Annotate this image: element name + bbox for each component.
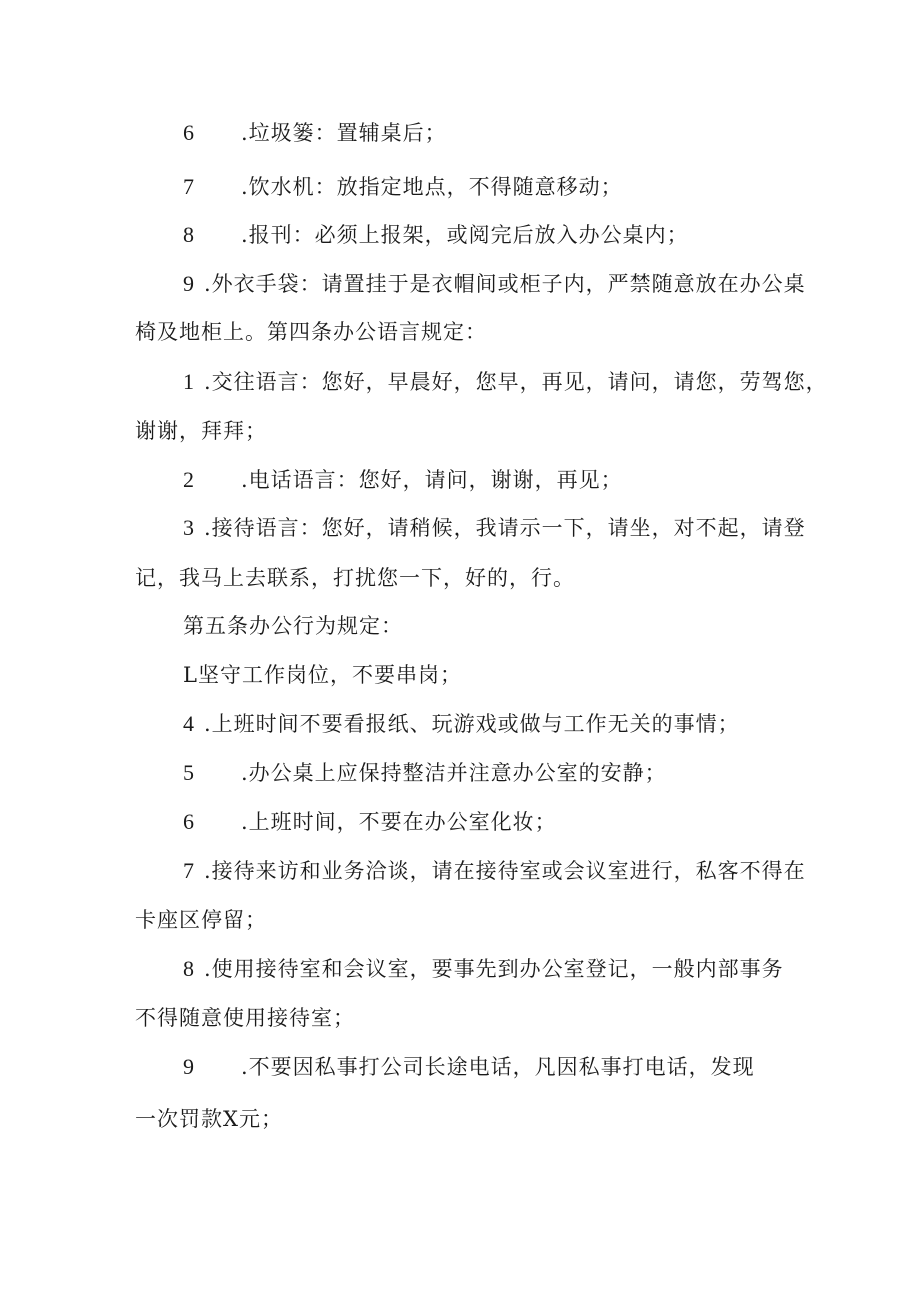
section-heading-article-5 (183, 613, 403, 639)
item-text: .使用接待室和会议室，要事先到办公室登记，一般内部事务 (204, 957, 784, 981)
item-text: .交往语言：您好，早晨好，您早，再见，请问，请您，劳驾您， (204, 370, 828, 394)
item-5-tidy-desk (183, 760, 667, 786)
item-7-visitors (183, 858, 806, 884)
item-number: 8 (183, 956, 195, 981)
item-text: .接待语言：您好，请稍候，我请示一下，请坐，对不起，请登 (204, 516, 806, 540)
item-number: 5 (183, 760, 195, 785)
item-l-stay-at-post (183, 662, 462, 688)
section-heading-text: 第五条办公行为规定： (183, 614, 403, 638)
item-text: .办公桌上应保持整洁并注意办公室的安静； (241, 761, 667, 785)
paragraph-continuation (135, 1005, 355, 1031)
paragraph-text: 不得随意使用接待室； (135, 1006, 355, 1030)
paragraph-continuation (135, 1106, 283, 1132)
item-text: .电话语言：您好，请问，谢谢，再见； (241, 468, 623, 492)
paragraph-text: 谢谢，拜拜； (135, 419, 267, 443)
item-number: 1 (183, 369, 195, 394)
item-text: .上班时间不要看报纸、玩游戏或做与工作无关的事情； (204, 712, 740, 736)
item-6-trash-bin (183, 120, 447, 146)
paragraph-continuation (135, 418, 267, 444)
item-text: .不要因私事打公司长途电话，凡因私事打电话，发现 (241, 1055, 755, 1079)
item-text: .垃圾篓：置辅桌后； (241, 121, 447, 145)
item-8-meeting-rooms (183, 956, 784, 982)
item-3-reception-language (183, 515, 806, 541)
item-9-private-calls (183, 1054, 755, 1080)
item-number: 8 (183, 222, 195, 247)
item-number: 9 (183, 1054, 195, 1079)
item-8-newspapers (183, 222, 689, 248)
item-1-social-language (183, 369, 828, 395)
item-text: .接待来访和业务洽谈，请在接待室或会议室进行，私客不得在 (204, 859, 806, 883)
paragraph-text: 一次罚款X元； (135, 1107, 283, 1131)
item-9-coats-bags (183, 271, 806, 297)
item-6-no-makeup (183, 809, 557, 835)
item-7-water-dispenser (183, 174, 623, 200)
item-4-work-hours (183, 711, 740, 737)
paragraph-text: 记，我马上去联系，打扰您一下，好的，行。 (135, 566, 575, 590)
item-text: .外衣手袋：请置挂于是衣帽间或柜子内，严禁随意放在办公桌 (204, 272, 806, 296)
item-text: .报刊：必须上报架，或阅完后放入办公桌内； (241, 223, 689, 247)
item-number: 6 (183, 120, 195, 145)
paragraph-continuation (135, 319, 487, 345)
paragraph-text: 椅及地柜上。第四条办公语言规定： (135, 320, 487, 344)
paragraph-continuation (135, 565, 575, 591)
item-text: L坚守工作岗位，不要串岗； (183, 663, 462, 687)
item-text: .上班时间，不要在办公室化妆； (241, 810, 557, 834)
item-number: 6 (183, 809, 195, 834)
paragraph-continuation (135, 907, 267, 933)
item-number: 7 (183, 174, 195, 199)
item-number: 3 (183, 515, 195, 540)
paragraph-text: 卡座区停留； (135, 908, 267, 932)
item-number: 4 (183, 711, 195, 736)
item-2-phone-language (183, 467, 623, 493)
item-text: .饮水机：放指定地点，不得随意移动； (241, 175, 623, 199)
item-number: 9 (183, 271, 195, 296)
item-number: 2 (183, 467, 195, 492)
item-number: 7 (183, 858, 195, 883)
